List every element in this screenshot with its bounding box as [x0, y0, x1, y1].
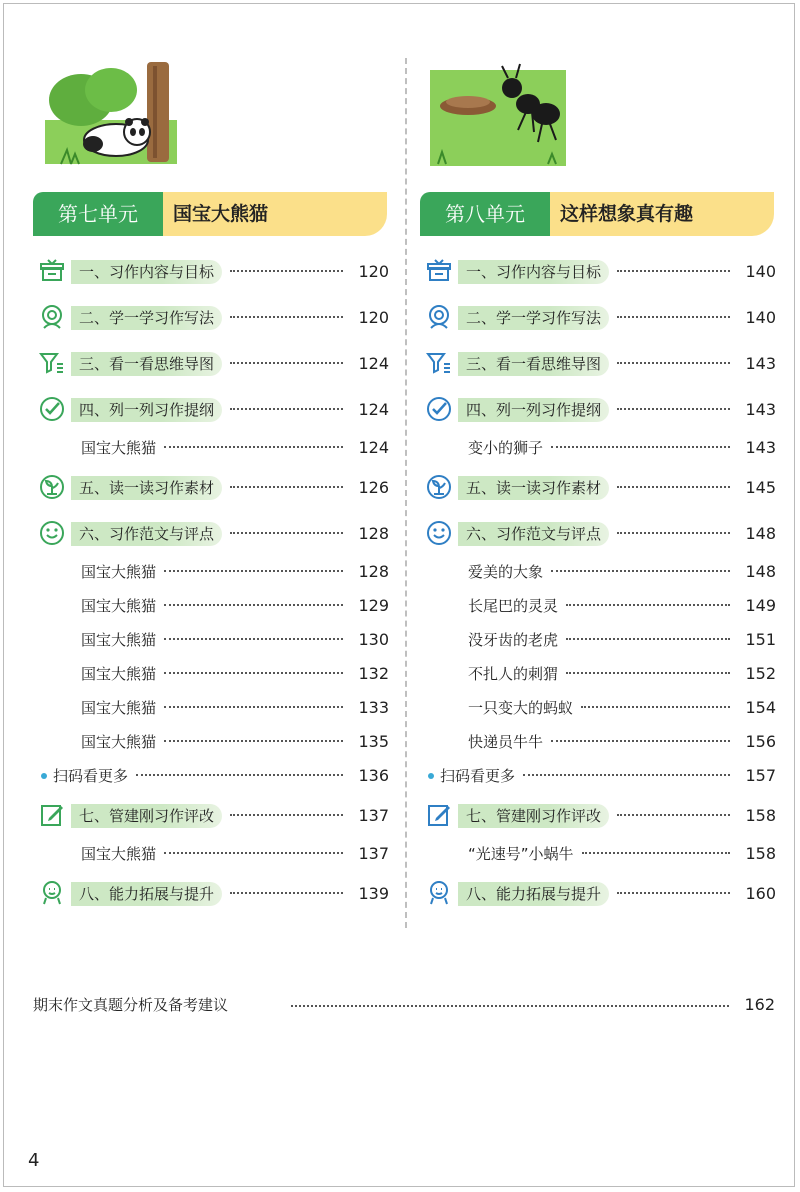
toc-entry[interactable]	[420, 658, 776, 688]
essay-title: 爱美的大象	[468, 563, 544, 581]
page-ref: 135	[358, 732, 389, 751]
section-title: 四、列一列习作提纲	[458, 398, 609, 422]
dot-leader	[230, 532, 343, 534]
dot-leader	[617, 486, 730, 488]
unit-eight-banner	[420, 192, 774, 236]
dot-leader	[230, 814, 343, 816]
page-ref: 124	[358, 354, 389, 373]
toc-entry[interactable]	[420, 692, 776, 722]
page-ref: 137	[358, 806, 389, 825]
page-ref: 145	[745, 478, 776, 497]
page-ref: 120	[358, 308, 389, 327]
page-ref: 151	[745, 630, 776, 649]
gift-icon	[426, 258, 452, 284]
toc-entry[interactable]	[33, 472, 389, 502]
essay-title: 国宝大熊猫	[81, 597, 157, 615]
final-entry-label: 期末作文真题分析及备考建议	[33, 996, 229, 1014]
smiley-icon	[39, 520, 65, 546]
section-title: 七、管建刚习作评改	[71, 804, 222, 828]
toc-entry[interactable]	[420, 878, 776, 908]
page-ref: 133	[358, 698, 389, 717]
dot-leader	[164, 852, 343, 854]
dot-leader	[566, 604, 730, 606]
section-title: 八、能力拓展与提升	[71, 882, 222, 906]
section-title: 二、学一学习作写法	[458, 306, 609, 330]
section-title: 五、读一读习作素材	[71, 476, 222, 500]
sprout-icon	[426, 474, 452, 500]
unit-seven-column	[33, 0, 403, 930]
section-title: 三、看一看思维导图	[458, 352, 609, 376]
essay-title: 没牙齿的老虎	[468, 631, 559, 649]
toc-entry[interactable]	[420, 256, 776, 286]
section-title: 八、能力拓展与提升	[458, 882, 609, 906]
dot-leader	[566, 672, 730, 674]
page-ref: 124	[358, 438, 389, 457]
scan-more-link: 扫码看更多	[53, 767, 129, 785]
page-ref: 139	[358, 884, 389, 903]
toc-entry[interactable]	[420, 760, 776, 790]
dot-leader	[551, 740, 730, 742]
toc-entry[interactable]	[33, 518, 389, 548]
unit-seven-label: 第七单元	[33, 192, 163, 236]
essay-title: 一只变大的蚂蚁	[468, 699, 574, 717]
dot-leader	[617, 408, 730, 410]
toc-entry[interactable]	[420, 302, 776, 332]
toc-entry[interactable]	[420, 590, 776, 620]
dot-leader	[551, 570, 730, 572]
essay-title: 不扎人的刺猬	[468, 665, 559, 683]
panda-illustration	[41, 60, 181, 170]
toc-entry[interactable]	[33, 658, 389, 688]
page-ref: 129	[358, 596, 389, 615]
toc-entry[interactable]	[33, 624, 389, 654]
page-ref: 156	[745, 732, 776, 751]
toc-entry[interactable]	[33, 394, 389, 424]
unit-eight-column	[420, 0, 790, 930]
target-person-icon	[39, 304, 65, 330]
target-person-icon	[426, 304, 452, 330]
essay-title: “光速号”小蜗牛	[468, 845, 574, 863]
page-ref: 160	[745, 884, 776, 903]
essay-title: 变小的狮子	[468, 439, 544, 457]
essay-title: 快递员牛牛	[468, 733, 544, 751]
toc-entry[interactable]	[420, 518, 776, 548]
page-ref: 158	[745, 844, 776, 863]
page-ref: 124	[358, 400, 389, 419]
toc-entry[interactable]	[420, 394, 776, 424]
dot-leader	[164, 446, 343, 448]
toc-entry[interactable]	[420, 726, 776, 756]
essay-title: 国宝大熊猫	[81, 439, 157, 457]
lightbulb-person-icon	[39, 880, 65, 906]
dot-leader	[230, 892, 343, 894]
dot-leader	[230, 316, 343, 318]
toc-entry[interactable]	[420, 556, 776, 586]
toc-entry[interactable]	[33, 302, 389, 332]
toc-entry[interactable]	[33, 838, 389, 868]
dot-leader	[136, 774, 343, 776]
column-divider	[405, 58, 407, 928]
toc-entry[interactable]	[33, 556, 389, 586]
page-ref: 140	[745, 308, 776, 327]
gift-icon	[39, 258, 65, 284]
lightbulb-person-icon	[426, 880, 452, 906]
edit-icon	[39, 802, 65, 828]
unit-seven-banner	[33, 192, 387, 236]
dot-leader	[617, 892, 730, 894]
toc-entry[interactable]	[420, 348, 776, 378]
dot-leader	[523, 774, 730, 776]
essay-title: 国宝大熊猫	[81, 665, 157, 683]
dot-leader	[164, 706, 343, 708]
toc-entry[interactable]	[420, 624, 776, 654]
section-title: 一、习作内容与目标	[458, 260, 609, 284]
page-ref: 143	[745, 438, 776, 457]
check-circle-icon	[426, 396, 452, 422]
essay-title: 国宝大熊猫	[81, 563, 157, 581]
dot-leader	[164, 604, 343, 606]
page-ref: 148	[745, 524, 776, 543]
page-ref: 152	[745, 664, 776, 683]
page-ref: 158	[745, 806, 776, 825]
page-ref: 149	[745, 596, 776, 615]
unit-eight-title: 这样想象真有趣	[542, 192, 774, 236]
edit-icon	[426, 802, 452, 828]
page-ref: 143	[745, 354, 776, 373]
dot-leader	[164, 570, 343, 572]
page-ref: 143	[745, 400, 776, 419]
toc-entry[interactable]	[33, 590, 389, 620]
toc-entry[interactable]	[33, 432, 389, 462]
smiley-icon	[426, 520, 452, 546]
page-ref: 130	[358, 630, 389, 649]
dot-leader	[617, 316, 730, 318]
unit-seven-title: 国宝大熊猫	[155, 192, 387, 236]
dot-leader	[551, 446, 730, 448]
dot-leader	[581, 706, 730, 708]
dot-leader	[617, 270, 730, 272]
toc-entry[interactable]	[420, 472, 776, 502]
page-ref: 128	[358, 562, 389, 581]
page-ref: 132	[358, 664, 389, 683]
toc-entry[interactable]	[33, 726, 389, 756]
dot-leader	[164, 638, 343, 640]
toc-entry[interactable]	[420, 432, 776, 462]
section-title: 二、学一学习作写法	[71, 306, 222, 330]
dot-leader	[230, 408, 343, 410]
toc-entry[interactable]	[420, 800, 776, 830]
final-entry-page: 162	[744, 995, 775, 1014]
essay-title: 国宝大熊猫	[81, 699, 157, 717]
bullet-dot	[41, 773, 47, 779]
dot-leader	[566, 638, 730, 640]
section-title: 五、读一读习作素材	[458, 476, 609, 500]
section-title: 六、习作范文与评点	[458, 522, 609, 546]
page-ref: 136	[358, 766, 389, 785]
page-ref: 126	[358, 478, 389, 497]
page-ref: 120	[358, 262, 389, 281]
section-title: 七、管建刚习作评改	[458, 804, 609, 828]
section-title: 三、看一看思维导图	[71, 352, 222, 376]
dot-leader	[617, 532, 730, 534]
essay-title: 长尾巴的灵灵	[468, 597, 559, 615]
dot-leader	[230, 486, 343, 488]
section-title: 四、列一列习作提纲	[71, 398, 222, 422]
page-ref: 140	[745, 262, 776, 281]
check-circle-icon	[39, 396, 65, 422]
dot-leader	[617, 362, 730, 364]
dot-leader	[230, 362, 343, 364]
funnel-icon	[39, 350, 65, 376]
toc-entry[interactable]	[33, 692, 389, 722]
sprout-icon	[39, 474, 65, 500]
essay-title: 国宝大熊猫	[81, 631, 157, 649]
toc-entry[interactable]	[33, 256, 389, 286]
toc-entry[interactable]	[33, 760, 389, 790]
toc-entry[interactable]	[33, 800, 389, 830]
toc-entry[interactable]	[33, 348, 389, 378]
unit-eight-label: 第八单元	[420, 192, 550, 236]
toc-entry[interactable]	[420, 838, 776, 868]
section-title: 一、习作内容与目标	[71, 260, 222, 284]
funnel-icon	[426, 350, 452, 376]
page-ref: 128	[358, 524, 389, 543]
dot-leader	[617, 814, 730, 816]
toc-entry[interactable]	[33, 878, 389, 908]
dot-leader	[291, 1005, 729, 1007]
page-ref: 154	[745, 698, 776, 717]
dot-leader	[164, 740, 343, 742]
dot-leader	[164, 672, 343, 674]
dot-leader	[230, 270, 343, 272]
page-number: 4	[28, 1150, 40, 1171]
dot-leader	[582, 852, 730, 854]
bullet-dot	[428, 773, 434, 779]
page-ref: 148	[745, 562, 776, 581]
page-ref: 137	[358, 844, 389, 863]
essay-title: 国宝大熊猫	[81, 733, 157, 751]
scan-more-link: 扫码看更多	[440, 767, 516, 785]
essay-title: 国宝大熊猫	[81, 845, 157, 863]
page-ref: 157	[745, 766, 776, 785]
final-entry[interactable]	[33, 990, 775, 1020]
ant-illustration	[428, 60, 568, 170]
section-title: 六、习作范文与评点	[71, 522, 222, 546]
